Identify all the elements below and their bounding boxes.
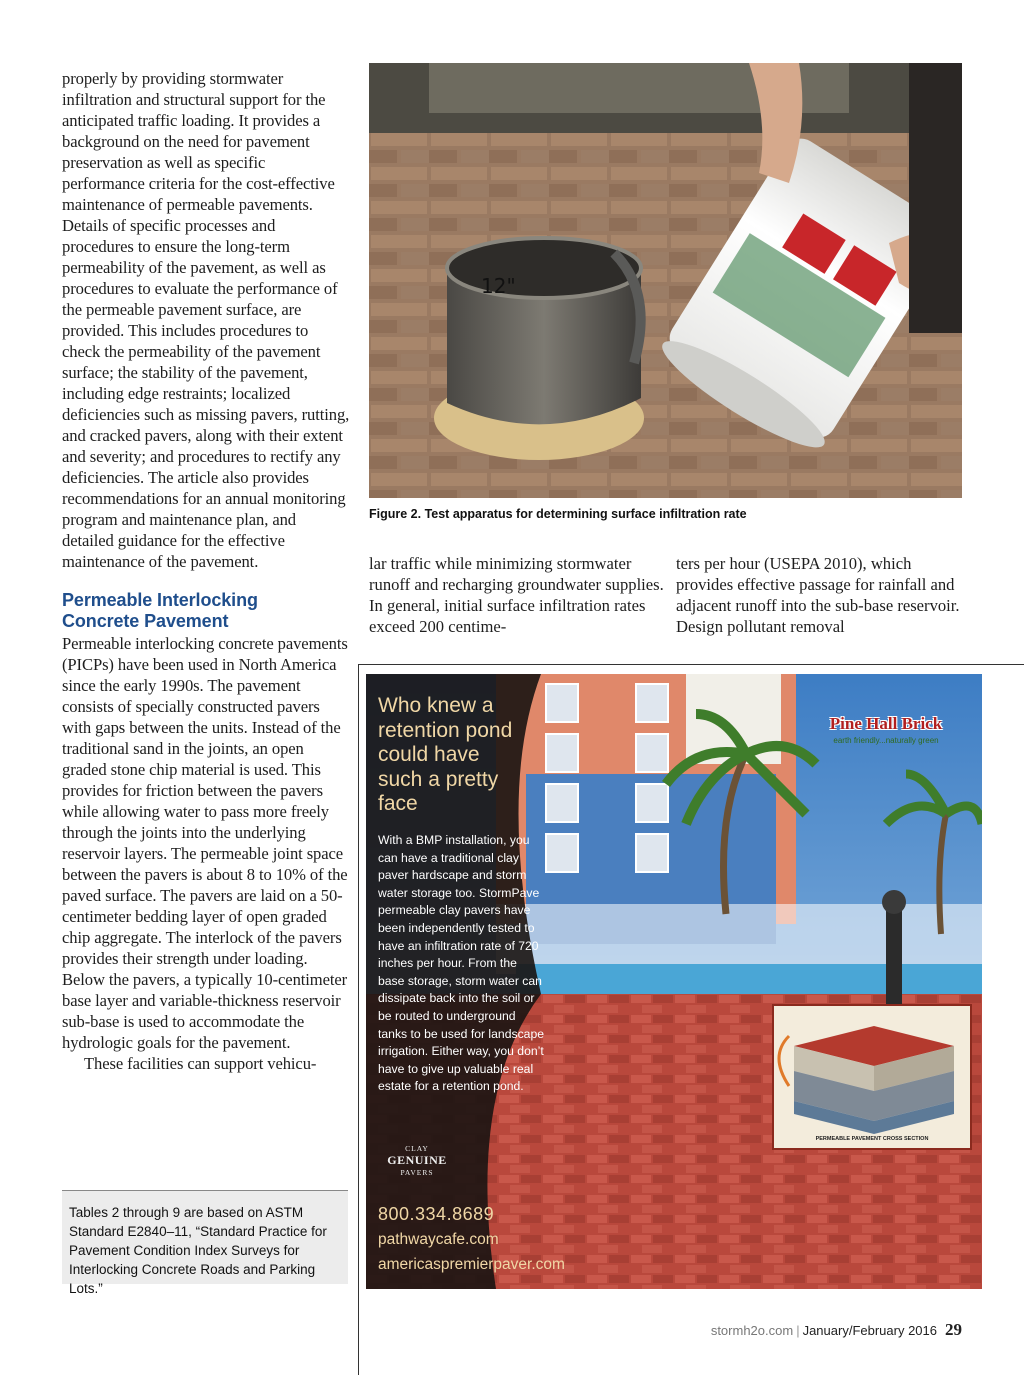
table-source-note [62, 1190, 348, 1296]
pavement-cross-section-inset [772, 1004, 972, 1150]
ad-contact-block [378, 1202, 598, 1277]
body-paragraph: ters per hour (USEPA 2010), which provides effective passage for rainfall and adjacent runoff into the sub-base reservoir. Design pollutant removal [676, 554, 960, 636]
footer-separator: | [796, 1323, 800, 1338]
middle-article-column [369, 553, 664, 637]
page-footer [711, 1320, 962, 1340]
ad-frame-top-rule [358, 664, 1024, 665]
ad-frame-left-rule [358, 664, 359, 1375]
figure-photo [369, 63, 962, 498]
ad-url-link[interactable]: pathwaycafe.com [378, 1231, 499, 1248]
pine-hall-brick-logo [796, 714, 976, 745]
seal-bottom-text: PAVERS [400, 1168, 434, 1177]
infiltration-test-illustration [369, 63, 962, 498]
inset-label: PERMEABLE PAVEMENT CROSS SECTION [815, 1136, 929, 1142]
body-paragraph: Permeable interlocking concrete pavements (PICPs) have been used in North America since the early 1990s. The pavement consists of specially constructed pavers with gaps between the units. Instead of the traditional sand in the joints, an open graded stone chip material is used. This provides for friction between the pavers while allowing water to pass more freely through the joints into the underlying reservoir layers. The permeable joint space between the pavers is about 8 to 10% of the paved surface. The pavers are laid on a 50-centimeter bedding layer of open graded chip aggregate. The interlock of the pavers provides their strength under loading. Below the pavers, a typically 10-centimeter base layer and variable-thickness reservoir sub-base is used to accommodate the hydrologic goals for the pavement. [62, 634, 348, 1052]
right-article-column [676, 553, 971, 637]
seal-main-text: GENUINE [387, 1153, 447, 1167]
body-paragraph: These facilities can support vehicu- [84, 1054, 317, 1073]
table-source-note-text: Tables 2 through 9 are based on ASTM Standard E2840–11, “Standard Practice for Pavement Condition Index Surveys for Interlocking Concrete Roads and Parking Lots.” [69, 1205, 327, 1296]
page-number: 29 [945, 1320, 962, 1339]
advertisement[interactable] [366, 674, 982, 1289]
genuine-clay-pavers-seal [384, 1144, 450, 1180]
section-heading [62, 590, 350, 632]
brand-tagline: earth friendly...naturally green [833, 736, 939, 745]
ad-url-link[interactable]: americaspremierpaver.com [378, 1256, 565, 1273]
section-heading-line: Concrete Pavement [62, 611, 229, 631]
ad-body-copy: With a BMP installation, you can have a traditional clay paver hardscape and storm water storage too. StormPave permeable clay pavers have been independently tested to have an infiltration rate of 720 inches per hour. From the base storage, storm water can dissipate back into the soil or be routed to underground tanks to be used for landscape irrigation. Either way, you don’t have to give up valuable real estate for a retention pond. [378, 833, 544, 1094]
ring-label: 12" [481, 274, 516, 298]
section-heading-line: Permeable Interlocking [62, 590, 258, 610]
left-article-column [62, 68, 350, 1074]
body-paragraph: properly by providing stormwater infiltration and structural support for the anticipated traffic loading. It provides a background on the need for pavement preservation as well as specific performance criteria for the cost-effective maintenance of permeable pavements. Details of specific processes and procedures to ensure the long-term permeability of the pavement, as well as procedures to evaluate the performance of the permeable pavement surface, are provided. This includes procedures to check the permeability of the pavement surface; the stability of the pavement, including edge restraints; localized deficiencies such as missing pavers, rutting, and cracked pavers, along with their extent and severity; and procedures to rectify any deficiencies. The article also provides recommendations for an annual monitoring program and maintenance plan, and detailed guidance for the effective maintenance of the pavement. [62, 69, 350, 571]
brand-name: Pine Hall Brick [829, 714, 943, 733]
body-paragraph: lar traffic while minimizing stormwater runoff and recharging groundwater supplies. In general, initial surface infiltration rates exceed 200 centime- [369, 554, 664, 636]
seal-top-text: CLAY [405, 1144, 429, 1153]
footer-site: stormh2o.com [710, 1323, 794, 1338]
ad-headline: Who knew a retention pond could have such a pretty face [378, 694, 513, 815]
footer-issue: January/February 2016 [802, 1323, 937, 1338]
ad-phone[interactable]: 800.334.8689 [378, 1204, 495, 1224]
figure-caption: Figure 2. Test apparatus for determining surface infiltration rate [369, 507, 747, 521]
cross-section-diagram [774, 1006, 970, 1148]
